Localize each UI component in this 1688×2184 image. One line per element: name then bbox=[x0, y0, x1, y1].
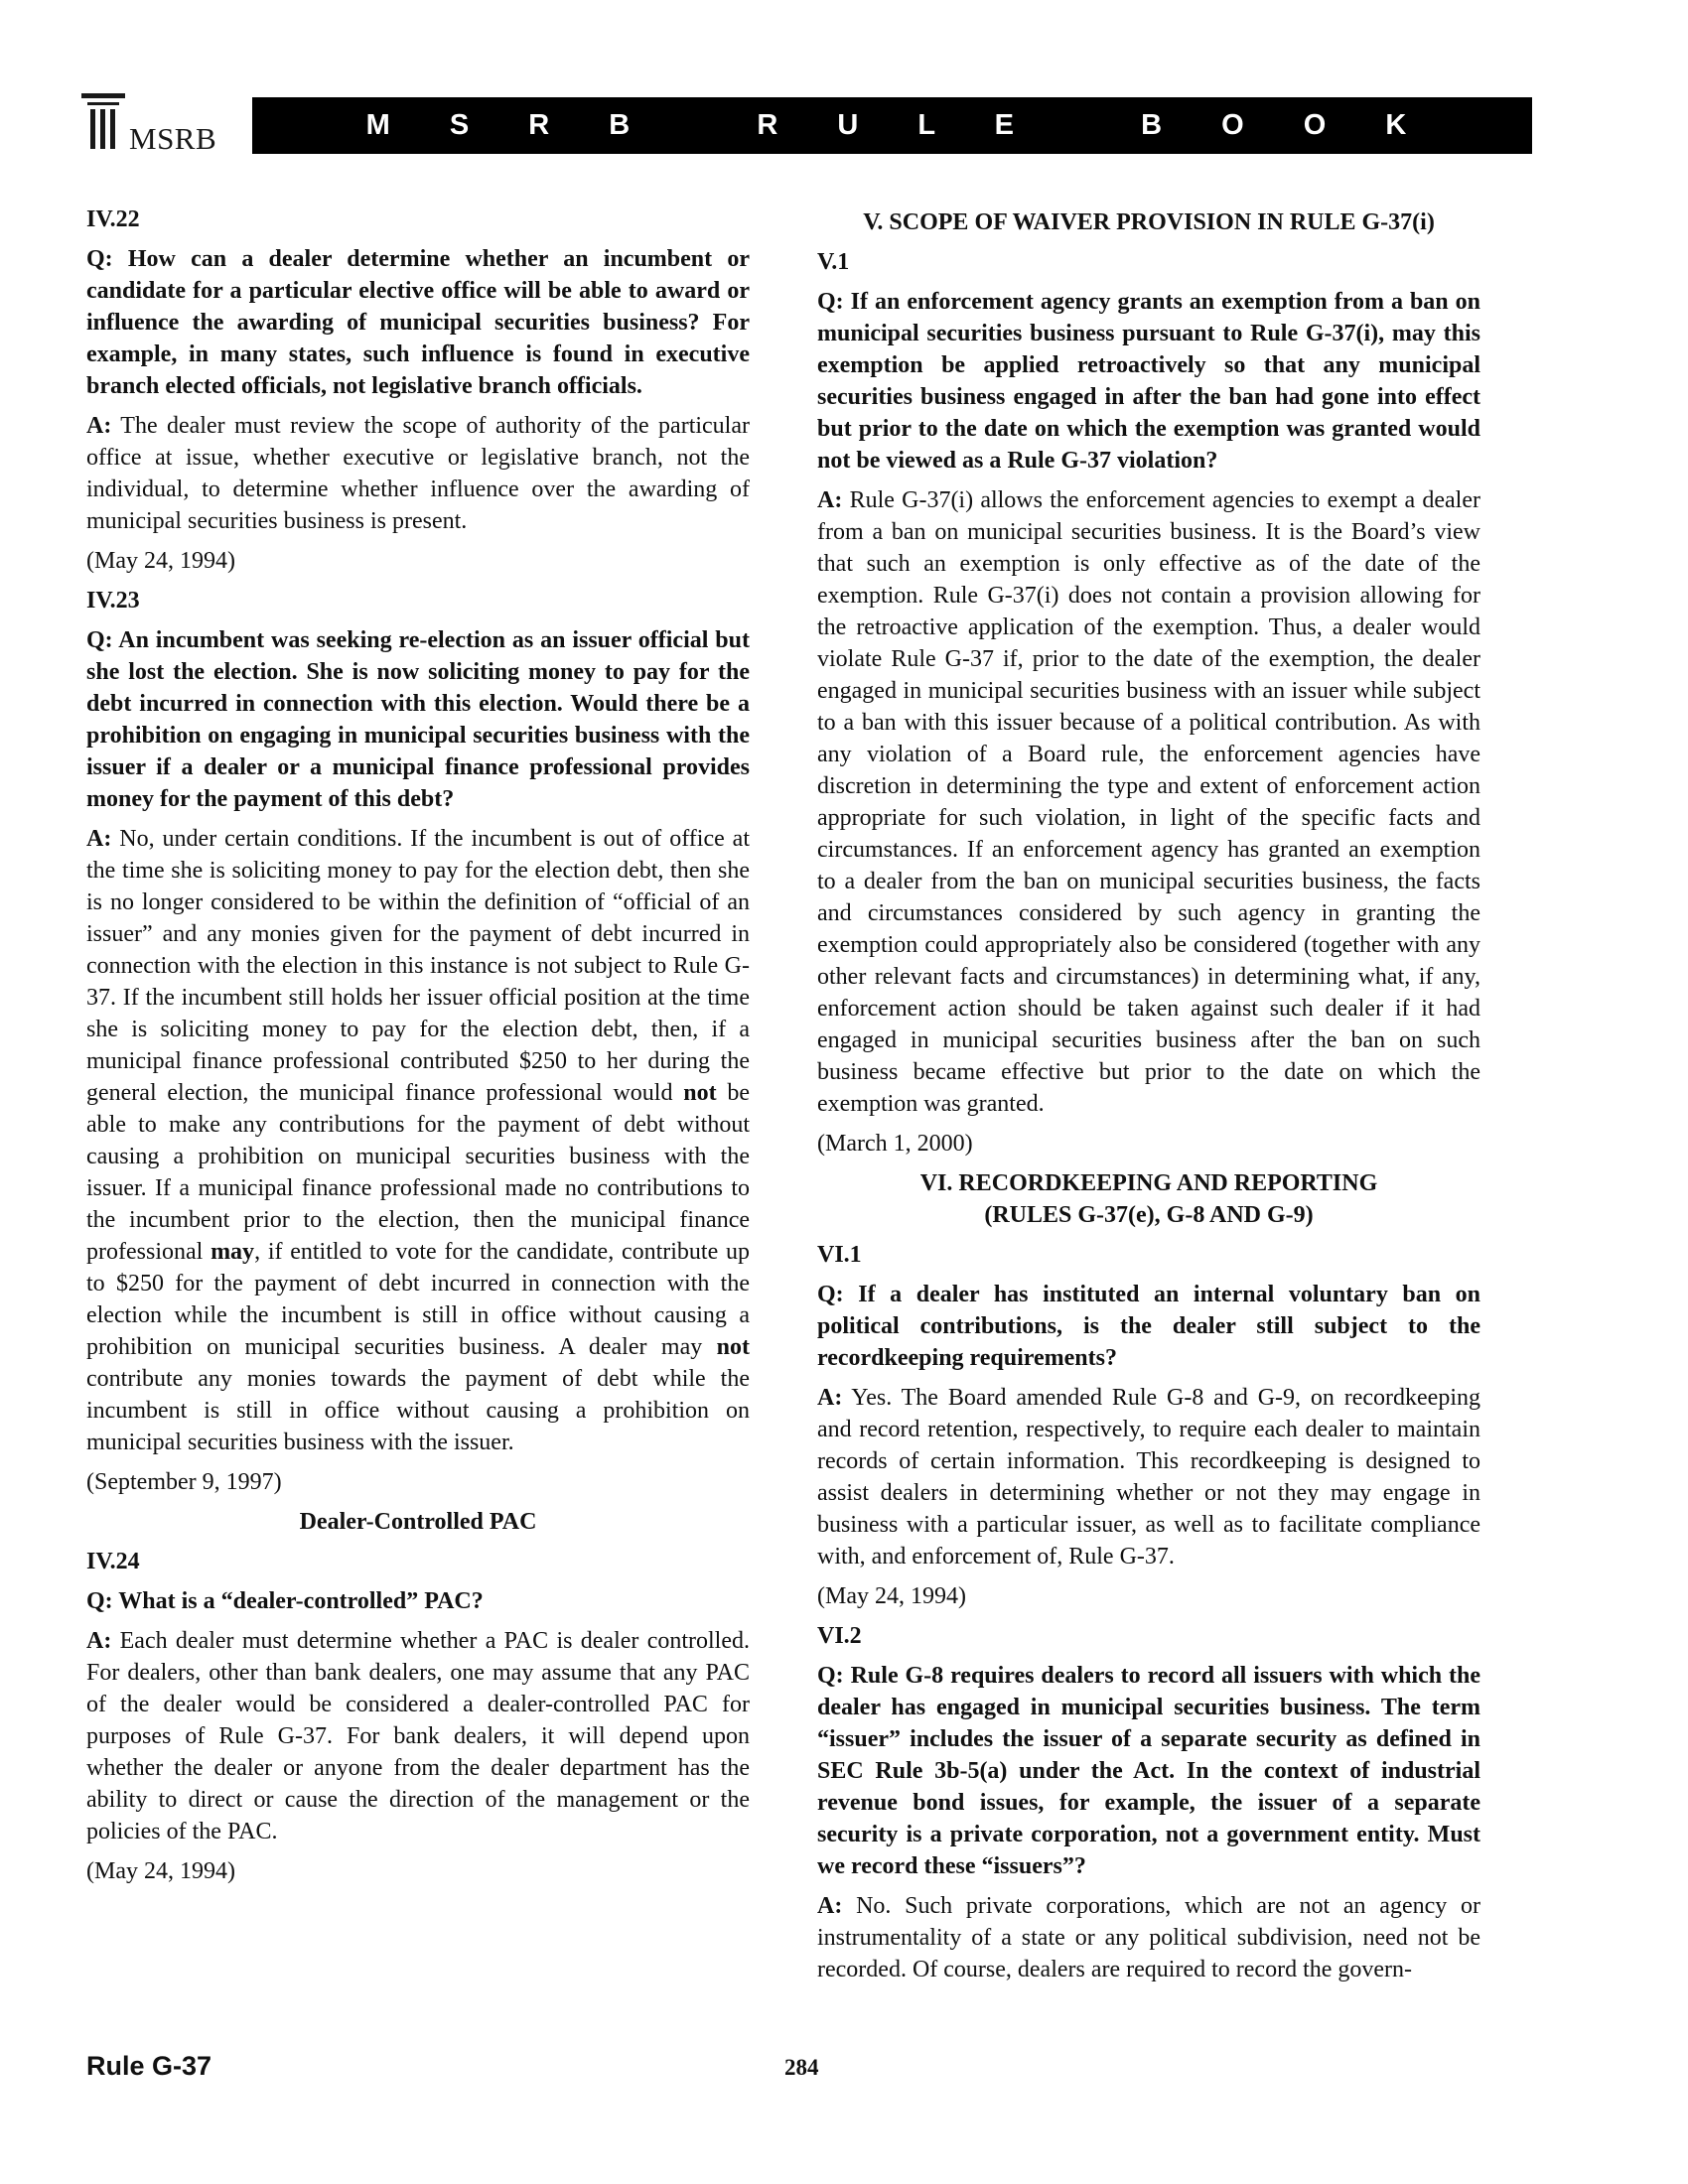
item-number: IV.22 bbox=[86, 206, 140, 232]
q-label: Q: bbox=[817, 289, 844, 315]
item-number: VI.1 bbox=[817, 1242, 862, 1268]
answer-text: The dealer must review the scope of authority of the particular office at issue, whether executive or legislative branch, not the individual, to determine whether influence over the awarding of municipal securities business is present. bbox=[86, 413, 750, 534]
q-label: Q: bbox=[86, 627, 113, 653]
question-text: If a dealer has instituted an internal voluntary ban on political contributions, is the dealer still subject to the recordkeeping requirements? bbox=[817, 1282, 1481, 1371]
question bbox=[86, 243, 750, 402]
answer-text: Yes. The Board amended Rule G-8 and G-9, on recordkeeping and record retention, respectively, to require each dealer to maintain records of certain information. This recordkeeping is designed to assist dealers in determining whether or not they may engage in business with a particular issuer, as well as to facilitate compliance with, and enforcement of, Rule G-37. bbox=[817, 1385, 1480, 1570]
q-label: Q: bbox=[86, 1588, 113, 1614]
q-label: Q: bbox=[817, 1663, 844, 1689]
answer bbox=[86, 823, 750, 1458]
footer-rule-label: Rule G-37 bbox=[86, 2051, 212, 2081]
a-label: A: bbox=[86, 1628, 112, 1654]
right-column bbox=[817, 206, 1480, 1993]
emphasis-not: not bbox=[716, 1334, 751, 1360]
date: (September 9, 1997) bbox=[86, 1469, 282, 1495]
date: (May 24, 1994) bbox=[86, 1858, 235, 1884]
question bbox=[817, 1279, 1480, 1374]
question bbox=[86, 1585, 750, 1617]
answer-text-part1: No, under certain conditions. If the incumbent is out of office at the time she is soliciting money to pay for the election debt, then she is no longer considered to be within the definition of “official of an issuer” and any monies given for the payment of debt incurred in connection with the election in this instance is not subject to Rule G-37. If the incumbent still holds her issuer official position at the time she is soliciting money to pay for the election debt, then, if a municipal finance professional contributed $250 to her during the general election, the municipal finance professional would bbox=[86, 826, 751, 1106]
answer-text: Rule G-37(i) allows the enforcement agencies to exempt a dealer from a ban on municipal securities business. It is the Board’s view that such an exemption is only effective as of the date of the exemption. Rule G-37(i) does not contain a provision allowing for the retroactive application of the exemption. Thus, a dealer would violate Rule G-37 if, prior to the date of the exemption, the dealer engaged in municipal securities business with an issuer while subject to a ban with this issuer because of a political contribution. As with any violation of a Board rule, the enforcement agencies have discretion in determining the type and extent of enforcement action appropriate for such violation, in light of the specific facts and circumstances. If an enforcement agency has granted an exemption to a dealer from the ban on municipal securities business, the facts and circumstances considered by such agency in granting the exemption could appropriately also be considered (together with any other relevant facts and circumstances) in determining what, if any, enforcement action should be taken against such dealer if it had engaged in municipal securities business after the ban on such business became effective but prior to the date on which the exemption was granted. bbox=[817, 487, 1480, 1117]
section-heading-line2: (RULES G-37(e), G-8 AND G-9) bbox=[984, 1202, 1314, 1228]
logo-text: MSRB bbox=[129, 121, 217, 156]
answer bbox=[817, 1890, 1480, 1985]
a-label: A: bbox=[86, 826, 112, 852]
emphasis-may: may bbox=[211, 1239, 255, 1265]
answer-text-part3: , if entitled to vote for the candidate, contribute up to $250 for the payment of debt incurred in connection with the election while the incumbent is still in office without causing a prohibition on municipal securities business. A dealer may bbox=[86, 1239, 750, 1360]
answer-text-part4: contribute any monies towards the payment of debt while the incumbent is still in office without causing a prohibition on municipal securities business with the issuer. bbox=[86, 1366, 750, 1455]
question-text: What is a “dealer-controlled” PAC? bbox=[118, 1588, 484, 1614]
question bbox=[817, 286, 1480, 477]
a-label: A: bbox=[817, 1893, 843, 1919]
section-heading: Dealer-Controlled PAC bbox=[299, 1509, 537, 1535]
answer-text: No. Such private corporations, which are not an agency or instrumentality of a state or any political subdivision, need not be recorded. Of course, dealers are required to record the govern- bbox=[817, 1893, 1481, 1982]
question bbox=[817, 1660, 1480, 1882]
answer bbox=[817, 1382, 1480, 1572]
item-number: V.1 bbox=[817, 249, 850, 275]
section-heading-line1: VI. RECORDKEEPING AND REPORTING bbox=[919, 1170, 1378, 1196]
item-number: IV.23 bbox=[86, 588, 140, 614]
msrb-logo bbox=[79, 91, 248, 161]
a-label: A: bbox=[817, 487, 843, 513]
banner-title: M S R B R U L E B O O K bbox=[365, 109, 1433, 141]
answer bbox=[817, 484, 1480, 1120]
page-number: 284 bbox=[784, 2055, 819, 2080]
item-number: VI.2 bbox=[817, 1623, 862, 1649]
columns-logo-icon bbox=[79, 91, 127, 155]
section-heading: V. SCOPE OF WAIVER PROVISION IN RULE G-37(i) bbox=[863, 209, 1435, 235]
item-number: IV.24 bbox=[86, 1549, 140, 1574]
answer-text-part2: be able to make any contributions for the payment of debt without causing a prohibition on municipal securities business with the issuer. If a municipal finance professional made no contributions to the incumbent prior to the election, then the municipal finance professional bbox=[86, 1080, 751, 1265]
question-text: How can a dealer determine whether an incumbent or candidate for a particular elective office will be able to award or influence the awarding of municipal securities business? For example, in many states, such influence is found in executive branch elected officials, not legislative branch officials. bbox=[86, 246, 750, 399]
emphasis-not: not bbox=[683, 1080, 717, 1106]
question-text: An incumbent was seeking re-election as an issuer official but she lost the election. She is now soliciting money to pay for the debt incurred in connection with this election. Would there be a prohibition on engaging in municipal securities business with the issuer if a dealer or a municipal finance professional provides money for the payment of this debt? bbox=[86, 627, 750, 812]
answer bbox=[86, 1625, 750, 1847]
a-label: A: bbox=[817, 1385, 843, 1411]
a-label: A: bbox=[86, 413, 112, 439]
answer-text: Each dealer must determine whether a PAC is dealer controlled. For dealers, other than bank dealers, one may assume that any PAC of the dealer would be considered a dealer-controlled PAC for purposes of Rule G-37. For bank dealers, it will depend upon whether the dealer or anyone from the dealer department has the ability to direct or cause the direction of the management or the policies of the PAC. bbox=[86, 1628, 750, 1844]
question bbox=[86, 624, 750, 815]
answer bbox=[86, 410, 750, 537]
section-heading bbox=[817, 1167, 1480, 1231]
q-label: Q: bbox=[86, 246, 113, 272]
date: (May 24, 1994) bbox=[817, 1583, 966, 1609]
date: (May 24, 1994) bbox=[86, 548, 235, 574]
rule-book-banner bbox=[252, 97, 1532, 154]
left-column bbox=[86, 204, 750, 1895]
date: (March 1, 2000) bbox=[817, 1131, 973, 1157]
question-text: Rule G-8 requires dealers to record all issuers with which the dealer has engaged in municipal securities business. The term “issuer” includes the issuer of a separate security as defined in SEC Rule 3b-5(a) under the Act. In the context of industrial revenue bond issues, for example, the issuer of a separate security is a private corporation, not a government entity. Must we record these “issuers”? bbox=[817, 1663, 1481, 1879]
q-label: Q: bbox=[817, 1282, 844, 1307]
question-text: If an enforcement agency grants an exemption from a ban on municipal securities business pursuant to Rule G-37(i), may this exemption be applied retroactively so that any municipal securities business engaged in after the ban had gone into effect but prior to the date on which the exemption was granted would not be viewed as a Rule G-37 violation? bbox=[817, 289, 1480, 474]
